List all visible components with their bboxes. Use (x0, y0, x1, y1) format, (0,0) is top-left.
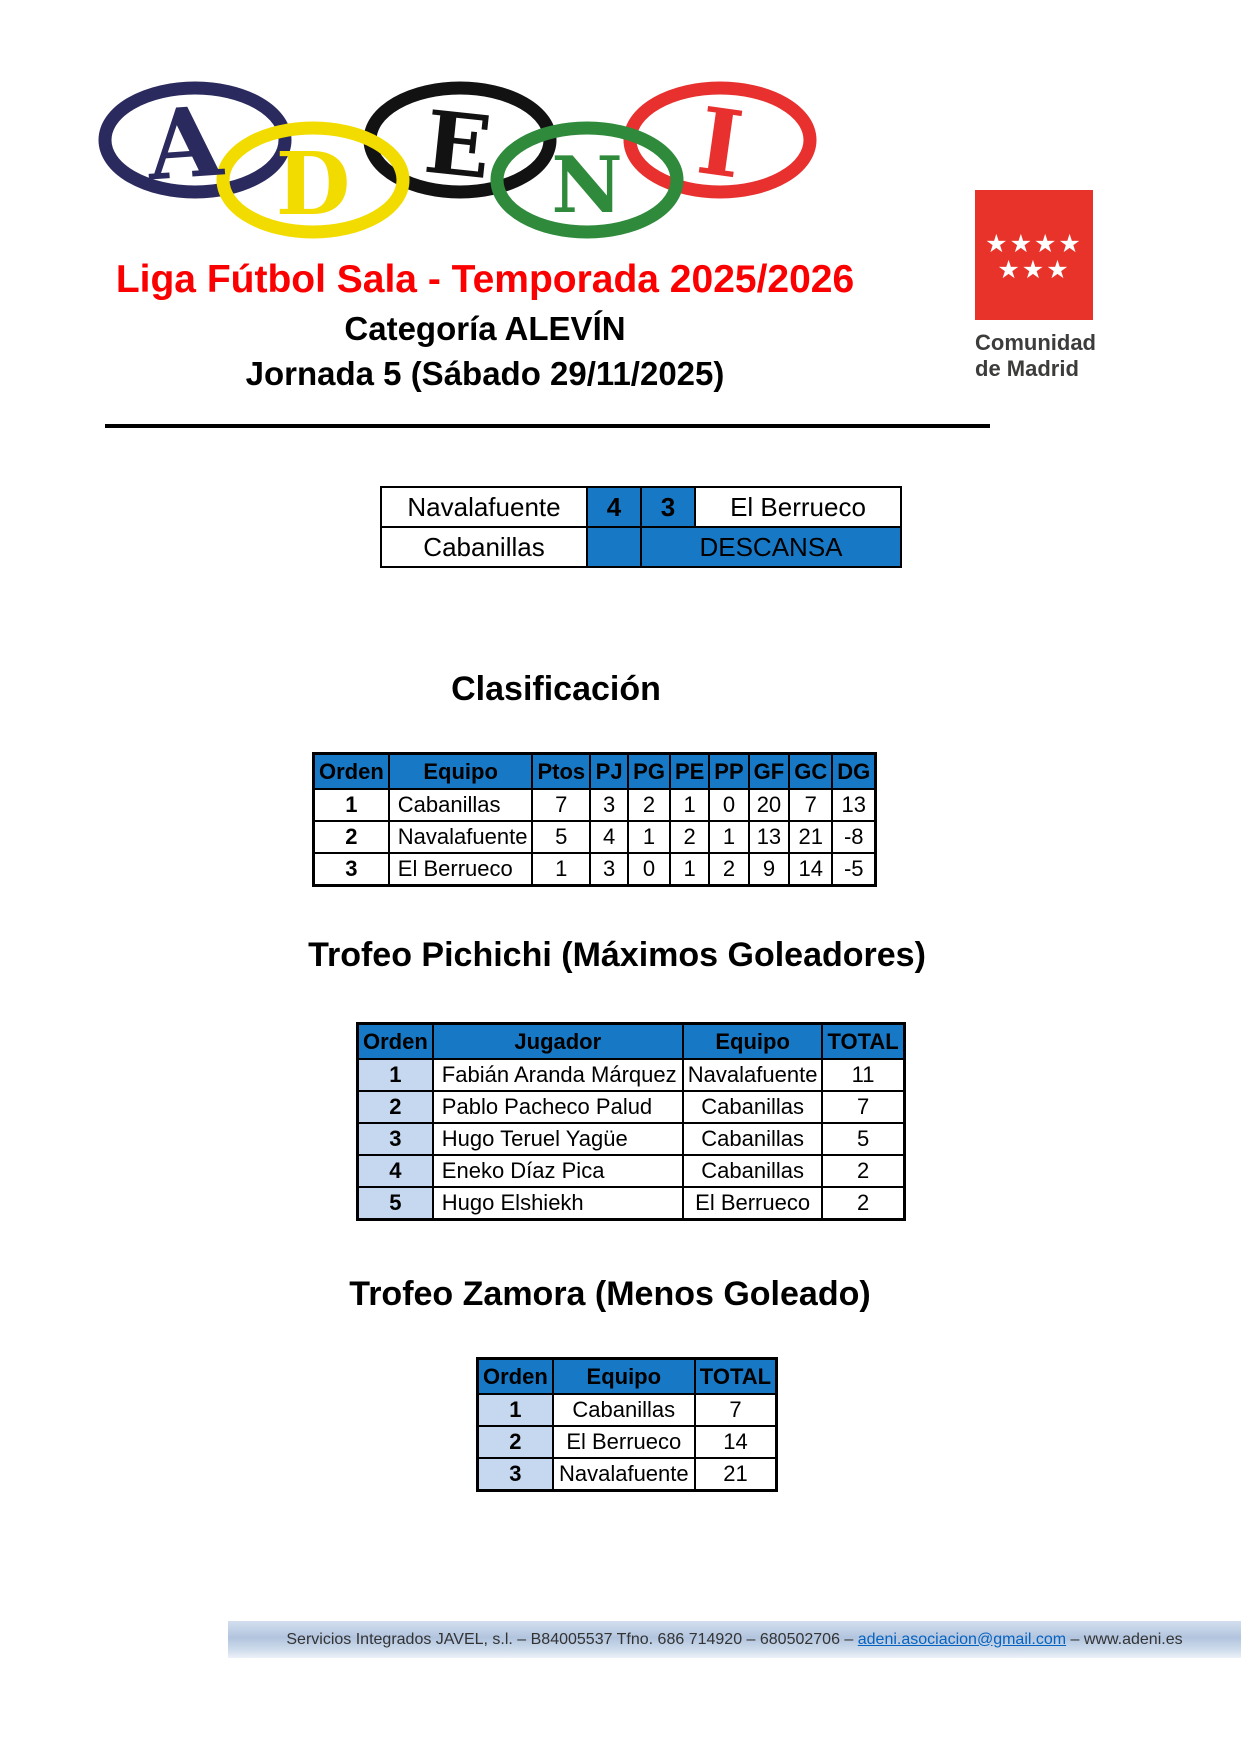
table-cell: 4 (358, 1155, 433, 1187)
empty-score-cell (587, 527, 641, 567)
table-cell: El Berrueco (389, 853, 533, 886)
home-score: 4 (587, 487, 641, 527)
logo-letter-d: D (275, 134, 351, 235)
table-cell: 0 (628, 853, 670, 886)
table-row (478, 1426, 777, 1458)
madrid-caption-line2: de Madrid (975, 356, 1079, 382)
column-header: Equipo (553, 1359, 695, 1395)
adeni-logo (95, 80, 835, 242)
table-cell: Eneko Díaz Pica (433, 1155, 683, 1187)
table-cell: Cabanillas (683, 1091, 823, 1123)
zamora-table (476, 1357, 778, 1492)
logo-letter-a: A (143, 84, 226, 203)
clasificacion-table (312, 752, 877, 887)
table-row (358, 1187, 905, 1220)
madrid-caption-line1: Comunidad (975, 330, 1096, 355)
table-cell: 7 (822, 1091, 904, 1123)
table-cell: Pablo Pacheco Palud (433, 1091, 683, 1123)
home-team: Navalafuente (381, 487, 587, 527)
table-cell: Navalafuente (553, 1458, 695, 1491)
table-row (478, 1458, 777, 1491)
table-cell: Navalafuente (389, 821, 533, 853)
logo-letter-n: N (551, 140, 623, 231)
table-cell: 2 (822, 1155, 904, 1187)
table-cell: 11 (822, 1059, 904, 1091)
madrid-flag-icon (975, 190, 1093, 320)
table-cell: 2 (709, 853, 748, 886)
table-cell: El Berrueco (683, 1187, 823, 1220)
zamora-heading: Trofeo Zamora (Menos Goleado) (349, 1275, 871, 1313)
table-row (358, 1091, 905, 1123)
table-cell: 7 (789, 789, 832, 821)
table-cell: 5 (532, 821, 590, 853)
table-cell: 1 (314, 789, 389, 821)
page-title: Liga Fútbol Sala - Temporada 2025/2026 (115, 258, 855, 301)
away-score: 3 (641, 487, 695, 527)
column-header: Equipo (683, 1024, 823, 1060)
logo-letter-e: E (420, 91, 496, 200)
table-cell: Cabanillas (683, 1155, 823, 1187)
header-row (314, 754, 876, 790)
descansa-cell: DESCANSA (641, 527, 901, 567)
table-cell: 7 (695, 1394, 777, 1426)
table-cell: 4 (590, 821, 628, 853)
table-cell: 13 (749, 821, 790, 853)
table-cell: 13 (832, 789, 876, 821)
table-cell: 2 (670, 821, 709, 853)
table-row (314, 853, 876, 886)
table-cell: -8 (832, 821, 876, 853)
table-row (358, 1059, 905, 1091)
column-header: PE (670, 754, 709, 790)
column-header: Ptos (532, 754, 590, 790)
table-cell: 1 (670, 789, 709, 821)
table-cell: 2 (478, 1426, 553, 1458)
column-header: Equipo (389, 754, 533, 790)
table-row (314, 789, 876, 821)
column-header: PG (628, 754, 670, 790)
adeni-rings-graphic (95, 80, 835, 242)
table-cell: 14 (695, 1426, 777, 1458)
table-cell: Cabanillas (553, 1394, 695, 1426)
table-row (358, 1155, 905, 1187)
table-cell: 20 (749, 789, 790, 821)
header-row (478, 1359, 777, 1395)
table-row (358, 1123, 905, 1155)
table-cell: -5 (832, 853, 876, 886)
table-cell: Fabián Aranda Márquez (433, 1059, 683, 1091)
footer-text-after: – www.adeni.es (1066, 1630, 1183, 1648)
column-header: DG (832, 754, 876, 790)
clasificacion-heading: Clasificación (451, 670, 661, 708)
table-cell: Cabanillas (683, 1123, 823, 1155)
table-cell: 3 (590, 853, 628, 886)
pichichi-table (356, 1022, 906, 1221)
table-cell: 1 (628, 821, 670, 853)
table-cell: 2 (358, 1091, 433, 1123)
comunidad-madrid-logo (975, 190, 1125, 383)
footer-email-link[interactable]: adeni.asociacion@gmail.com (857, 1630, 1067, 1648)
table-cell: 1 (478, 1394, 553, 1426)
madrid-caption (975, 330, 1125, 383)
column-header: Jugador (433, 1024, 683, 1060)
table-cell: 21 (789, 821, 832, 853)
table-cell: 1 (358, 1059, 433, 1091)
category-title: Categoría ALEVÍN (344, 310, 626, 347)
away-team: El Berrueco (695, 487, 901, 527)
column-header: GF (749, 754, 790, 790)
table-cell: 1 (532, 853, 590, 886)
table-cell: 1 (670, 853, 709, 886)
table-cell: 3 (590, 789, 628, 821)
table-cell: 21 (695, 1458, 777, 1491)
column-header: PP (709, 754, 748, 790)
table-cell: Hugo Elshiekh (433, 1187, 683, 1220)
table-cell: El Berrueco (553, 1426, 695, 1458)
table-cell: 9 (749, 853, 790, 886)
column-header: TOTAL (695, 1359, 777, 1395)
column-header: Orden (358, 1024, 433, 1060)
table-cell: 2 (822, 1187, 904, 1220)
table-cell: 2 (314, 821, 389, 853)
footer-text-before: Servicios Integrados JAVEL, s.l. – B84005537 Tfno. 686 714920 – 680502706 – (286, 1630, 858, 1648)
table-cell: Navalafuente (683, 1059, 823, 1091)
results-table (380, 486, 902, 568)
table-cell: 3 (478, 1458, 553, 1491)
pichichi-heading: Trofeo Pichichi (Máximos Goleadores) (308, 936, 926, 974)
column-header: TOTAL (822, 1024, 904, 1060)
table-cell: Hugo Teruel Yagüe (433, 1123, 683, 1155)
table-row (314, 821, 876, 853)
table-cell: 3 (358, 1123, 433, 1155)
column-header: GC (789, 754, 832, 790)
column-header: Orden (314, 754, 389, 790)
table-cell: 2 (628, 789, 670, 821)
table-cell: Cabanillas (389, 789, 533, 821)
header-row (358, 1024, 905, 1060)
madrid-stars-bottom: ★★★ (997, 256, 1071, 284)
footer-bar (228, 1621, 1241, 1658)
table-cell: 5 (822, 1123, 904, 1155)
column-header: Orden (478, 1359, 553, 1395)
table-cell: 14 (789, 853, 832, 886)
table-cell: 0 (709, 789, 748, 821)
logo-letter-i: I (691, 86, 750, 200)
table-cell: 5 (358, 1187, 433, 1220)
resting-team: Cabanillas (381, 527, 587, 567)
table-row (478, 1394, 777, 1426)
table-cell: 3 (314, 853, 389, 886)
table-cell: 7 (532, 789, 590, 821)
table-cell: 1 (709, 821, 748, 853)
divider-line (105, 424, 990, 428)
madrid-stars-top: ★★★★ (985, 230, 1083, 258)
jornada-title: Jornada 5 (Sábado 29/11/2025) (245, 355, 725, 392)
rest-row (381, 527, 901, 567)
column-header: PJ (590, 754, 628, 790)
match-row (381, 487, 901, 527)
